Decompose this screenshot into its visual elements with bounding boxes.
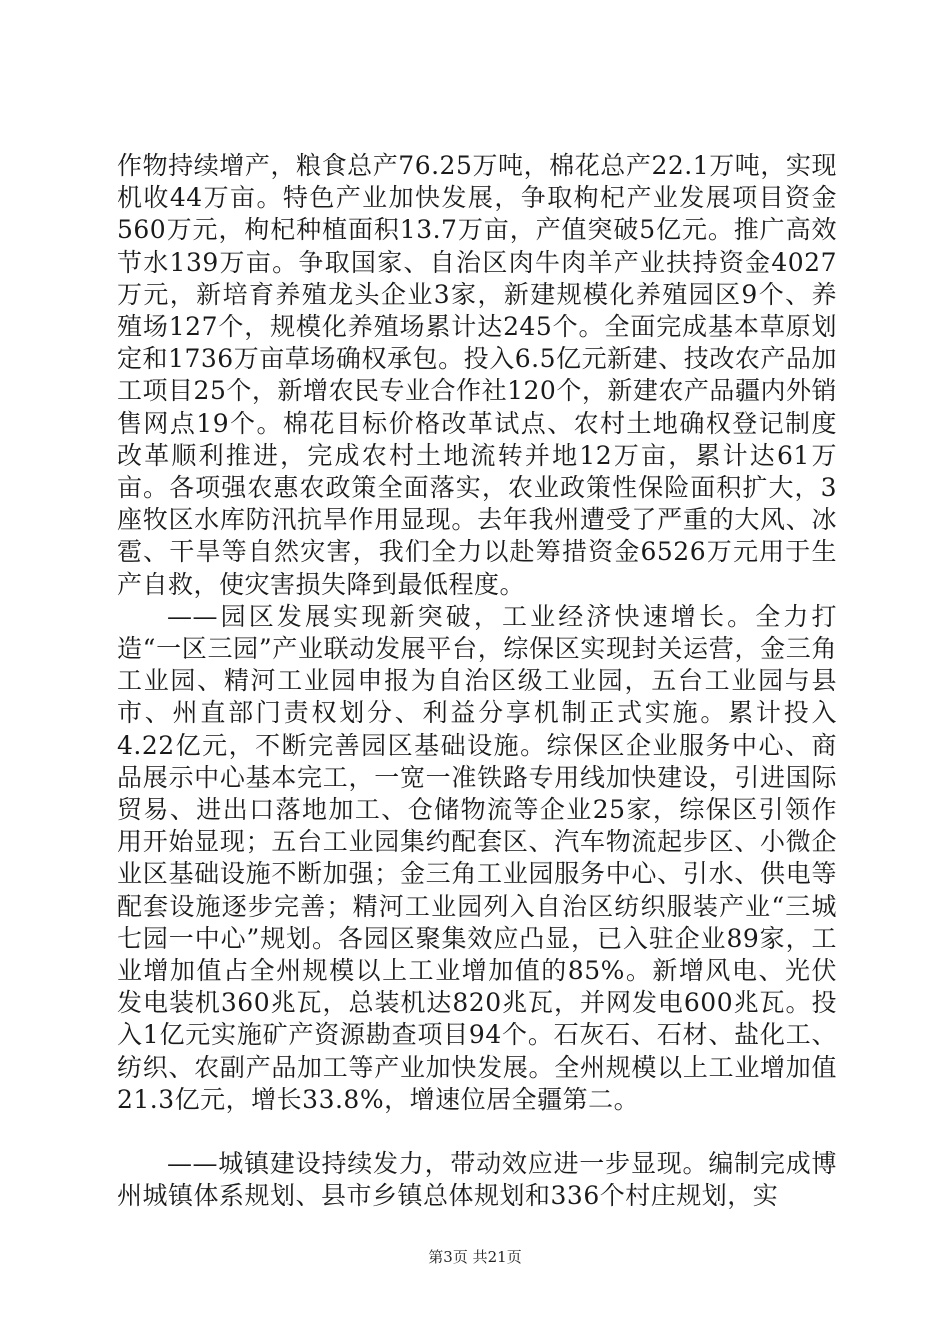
paragraph-industrial-parks: ——园区发展实现新突破，工业经济快速增长。全力打造“一区三园”产业联动发展平台，综保区实现封关运营，金三角工业园、精河工业园申报为自治区级工业园，五台工业园与县市、州直部门责权划分、利益分享机制正式实施。累计投入4.22亿元，不断完善园区基础设施。综保区企业服务中心、商品展示中心基本完工，一宽一准铁路专用线加快建设，引进国际贸易、进出口落地加工、仓储物流等企业25家，综保区引领作用开始显现；五台工业园集约配套区、汽车物流起步区、小微企业区基础设施不断加强；金三角工业园服务中心、引水、供电等配套设施逐步完善；精河工业园列入自治区纺织服装产业“三城七园一中心”规划。各园区聚集效应凸显，已入驻企业89家，工业增加值占全州规模以上工业增加值的85%。新增风电、光伏发电装机360兆瓦，总装机达820兆瓦，并网发电600兆瓦。投入1亿元实施矿产资源勘查项目94个。石灰石、石材、盐化工、纺织、农副产品加工等产业加快发展。全州规模以上工业增加值21.3亿元，增长33.8%，增速位居全疆第二。 [117,601,837,1114]
page-number-footer: 第3页 共21页 [428,1248,522,1266]
document-body [117,150,837,1213]
paragraph-urban-construction: ——城镇建设持续发力，带动效应进一步显现。编制完成博州城镇体系规划、县市乡镇总体规划和336个村庄规划，实 [117,1149,837,1211]
paragraph-agriculture: 作物持续增产，粮食总产76.25万吨，棉花总产22.1万吨，实现机收44万亩。特色产业加快发展，争取枸杞产业发展项目资金560万元，枸杞种植面积13.7万亩，产值突破5亿元。推广高效节水139万亩。争取国家、自治区肉牛肉羊产业扶持资金4027万元，新培育养殖龙头企业3家，新建规模化养殖园区9个、养殖场127个，规模化养殖场累计达245个。全面完成基本草原划定和1736万亩草场确权承包。投入6.5亿元新建、技改农产品加工项目25个，新增农民专业合作社120个，新建农产品疆内外销售网点19个。棉花目标价格改革试点、农村土地确权登记制度改革顺利推进，完成农村土地流转并地12万亩，累计达61万亩。各项强农惠农政策全面落实，农业政策性保险面积扩大，3座牧区水库防汛抗旱作用显现。去年我州遭受了严重的大风、冰雹、干旱等自然灾害，我们全力以赴筹措资金6526万元用于生产自救，使灾害损失降到最低程度。 [117,151,837,599]
